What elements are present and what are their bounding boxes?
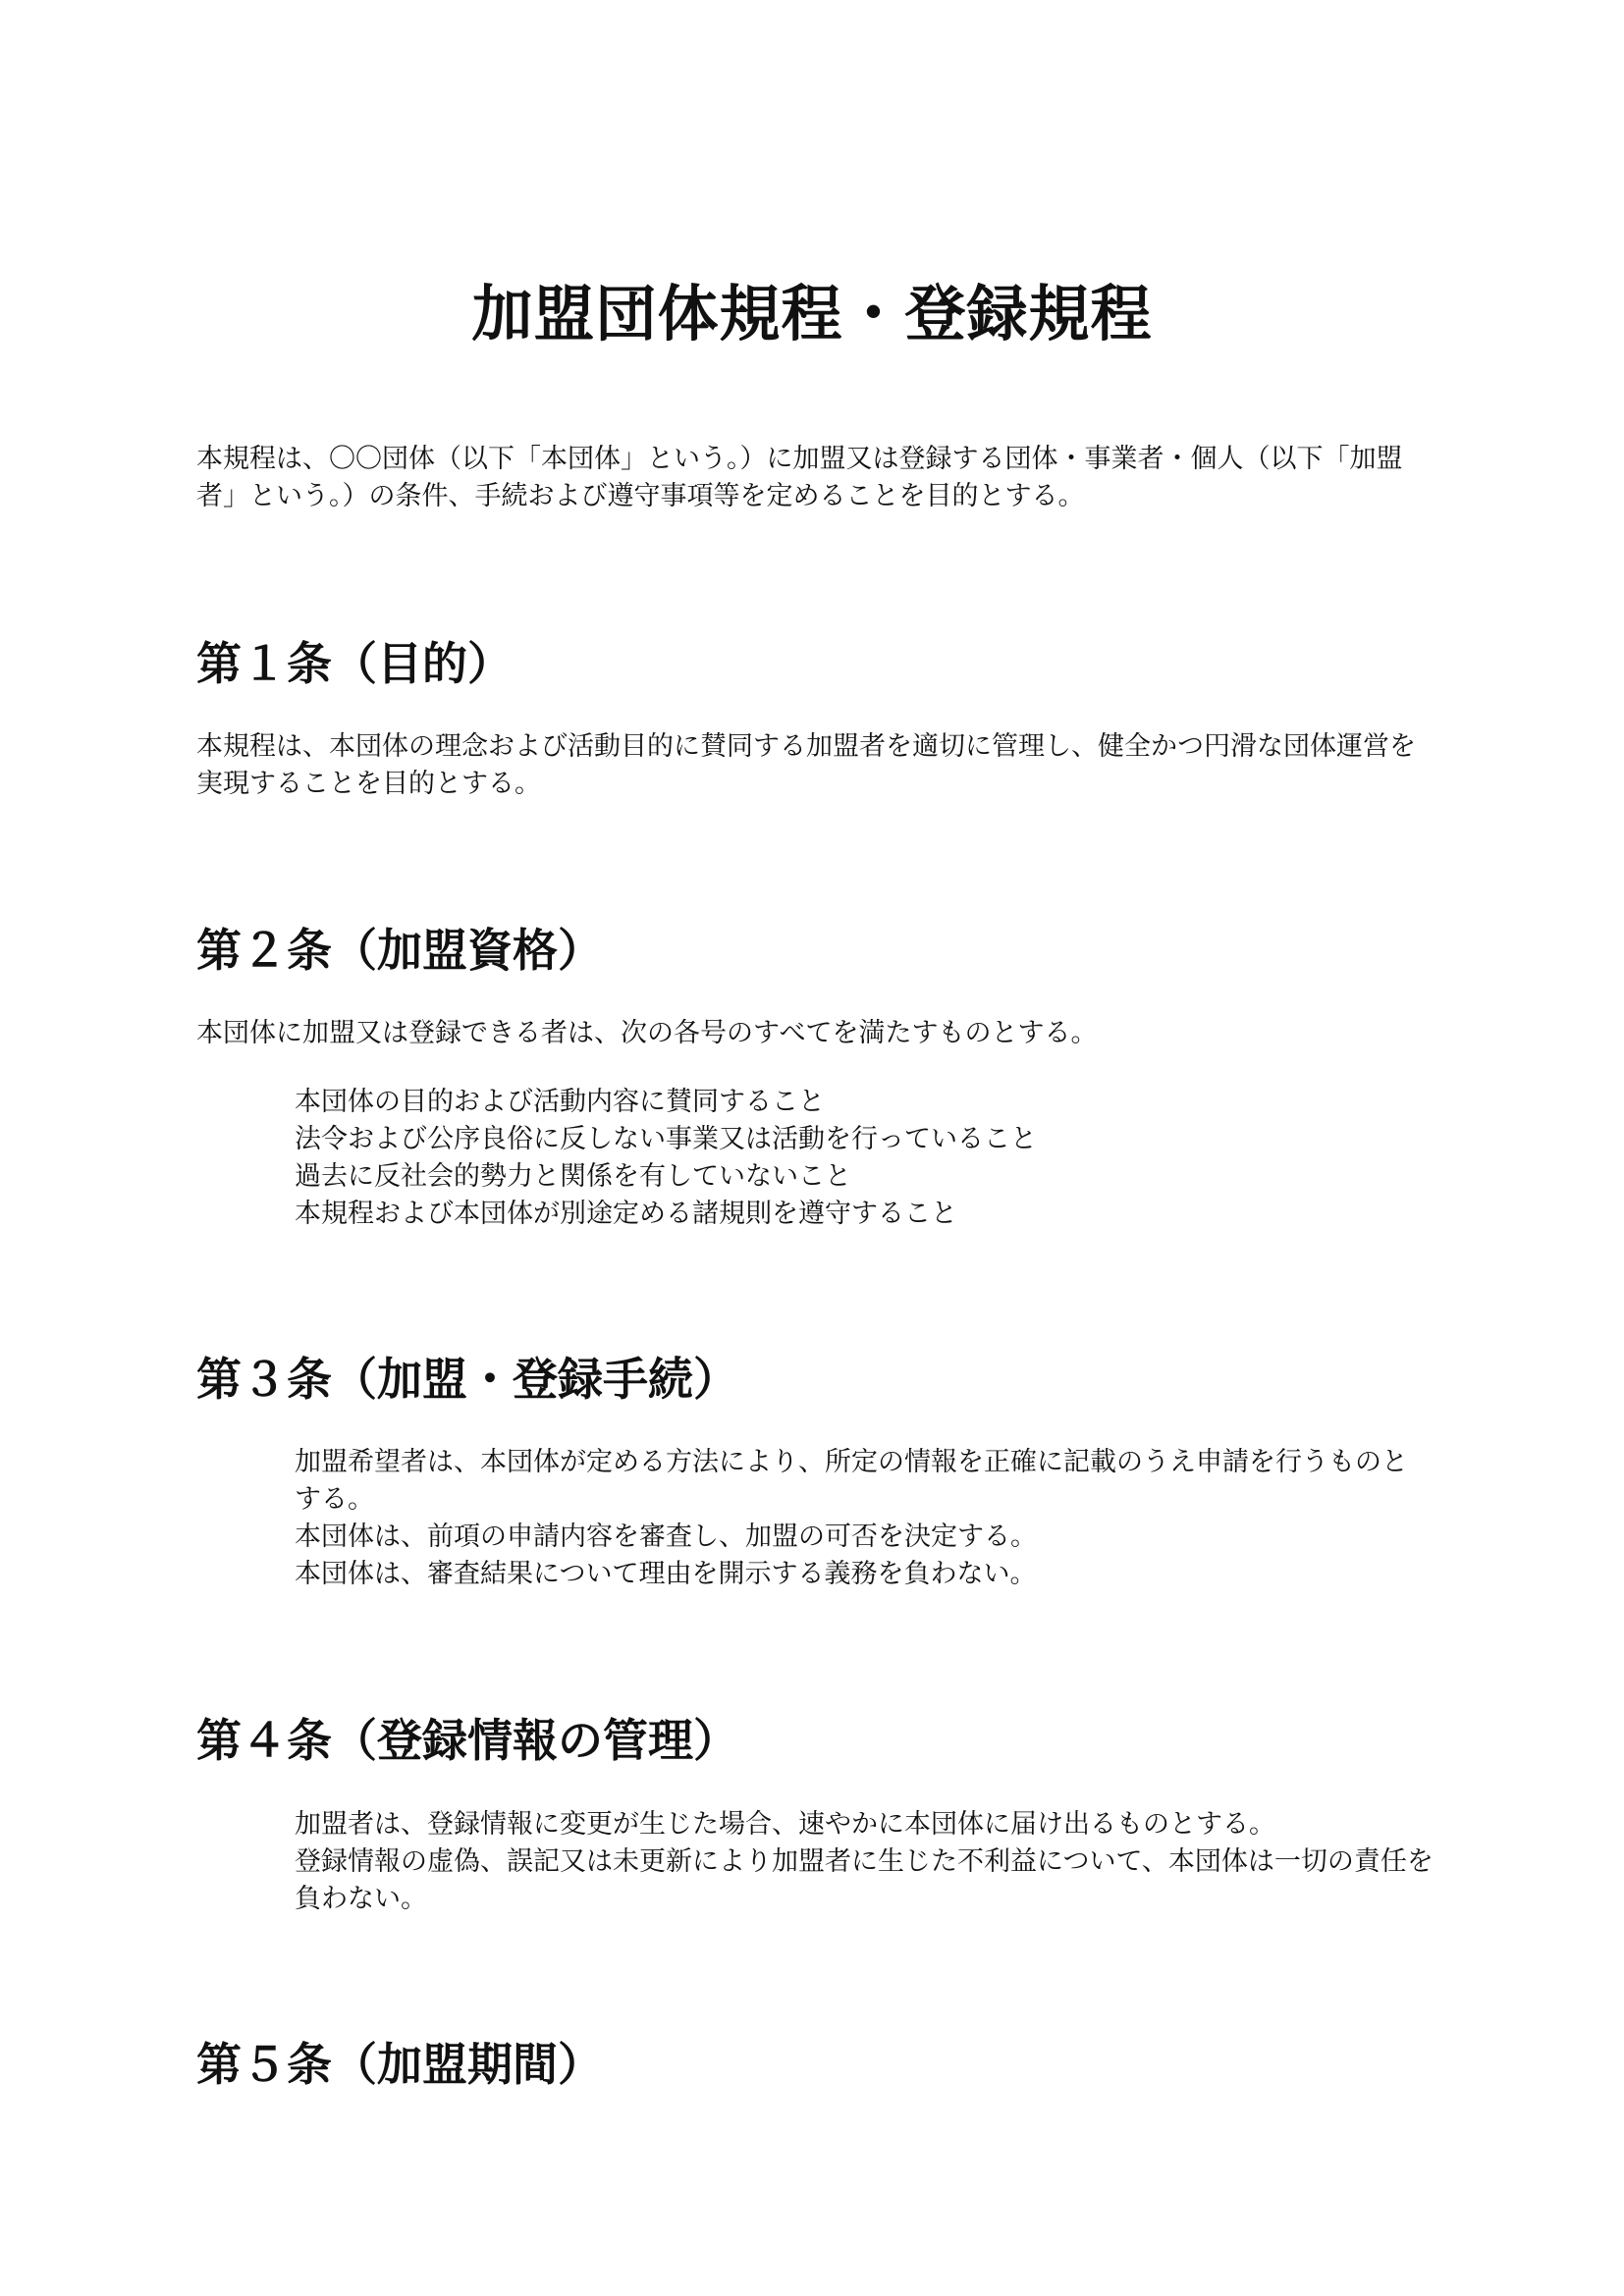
list-item: 本団体の目的および活動内容に賛同すること <box>295 1087 825 1117</box>
article-4-heading: 第４条（登録情報の管理） <box>196 1714 738 1767</box>
document-title: 加盟団体規程・登録規程 <box>471 278 1153 349</box>
list-item: 本規程および本団体が別途定める諸規則を遵守すること <box>295 1199 957 1229</box>
article-3-heading: 第３条（加盟・登録手続） <box>196 1353 738 1406</box>
list-item: 法令および公序良俗に反しない事業又は活動を行っていること <box>295 1124 1037 1154</box>
list-item: 加盟希望者は、本団体が定める方法により、所定の情報を正確に記載のうえ申請を行うものとする。 <box>295 1447 1408 1515</box>
list-item: 登録情報の虚偽、誤記又は未更新により加盟者に生じた不利益について、本団体は一切の責任を負わない。 <box>295 1846 1434 1914</box>
article-3-list <box>295 1444 1434 1593</box>
list-item: 本団体は、審査結果について理由を開示する義務を負わない。 <box>295 1559 1037 1589</box>
article-2-body: 本団体に加盟又は登録できる者は、次の各号のすべてを満たすものとする。 <box>196 1018 1098 1048</box>
article-2-list <box>295 1084 1434 1233</box>
article-1-body: 本規程は、本団体の理念および活動目的に賛同する加盟者を適切に管理し、健全かつ円滑な団体運営を実現することを目的とする。 <box>196 731 1416 799</box>
list-item: 本団体は、前項の申請内容を審査し、加盟の可否を決定する。 <box>295 1522 1037 1552</box>
article-2-heading: 第２条（加盟資格） <box>196 924 603 977</box>
list-item: 加盟者は、登録情報に変更が生じた場合、速やかに本団体に届け出るものとする。 <box>295 1809 1275 1840</box>
article-5-heading: 第５条（加盟期間） <box>196 2038 603 2091</box>
article-4-list <box>295 1806 1434 1918</box>
list-item: 過去に反社会的勢力と関係を有していないこと <box>295 1161 851 1192</box>
article-1-heading: 第１条（目的） <box>196 637 513 690</box>
intro-paragraph: 本規程は、〇〇団体（以下「本団体」という。）に加盟又は登録する団体・事業者・個人（以下「加盟者」という。）の条件、手続および遵守事項等を定めることを目的とする。 <box>196 444 1403 511</box>
